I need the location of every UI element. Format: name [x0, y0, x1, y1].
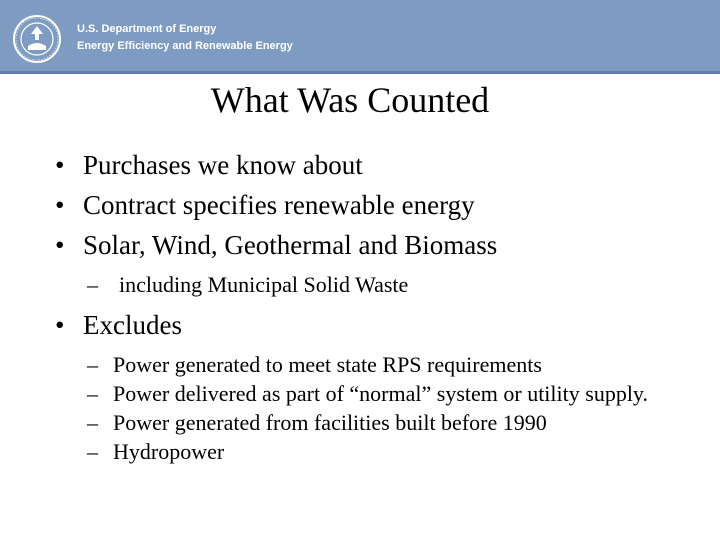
sub-dash: – [87, 410, 98, 435]
bullet-list [55, 145, 695, 466]
bullet-dot: • [55, 150, 65, 180]
bullet-dot: • [55, 190, 65, 220]
sub-list [55, 350, 695, 466]
sub-item [55, 379, 653, 408]
bullet-item [55, 145, 695, 185]
doe-seal-icon [12, 14, 62, 64]
bullet-dot: • [55, 230, 65, 260]
sub-item [55, 350, 695, 379]
sub-dash: – [87, 439, 98, 464]
sub-text: Power generated to meet state RPS requirements [113, 352, 542, 377]
sub-text: Power generated from facilities built before 1990 [113, 410, 547, 435]
bullet-item [55, 305, 695, 345]
header-divider [0, 71, 720, 74]
bullet-text: Excludes [83, 310, 182, 340]
sub-item [55, 437, 695, 466]
bullet-text: Purchases we know about [83, 150, 363, 180]
slide-title: What Was Counted [210, 80, 490, 120]
sub-text: Power delivered as part of “normal” system or utility supply. [113, 381, 649, 406]
bullet-item [55, 225, 695, 265]
sub-list [55, 270, 695, 299]
bullet-text: Contract specifies renewable energy [83, 190, 475, 220]
sub-item [55, 408, 695, 437]
sub-item [55, 270, 695, 299]
sub-text: Hydropower [113, 439, 225, 464]
bullet-text: Solar, Wind, Geothermal and Biomass [83, 230, 498, 260]
sub-dash: – [87, 272, 98, 297]
agency-name [77, 22, 293, 53]
agency-line-2: Energy Efficiency and Renewable Energy [77, 40, 293, 52]
bullet-dot: • [55, 310, 65, 340]
agency-line-1: U.S. Department of Energy [77, 23, 217, 35]
bullet-item [55, 185, 695, 225]
sub-text: including Municipal Solid Waste [119, 272, 409, 297]
sub-dash: – [87, 352, 98, 377]
sub-dash: – [87, 381, 98, 406]
